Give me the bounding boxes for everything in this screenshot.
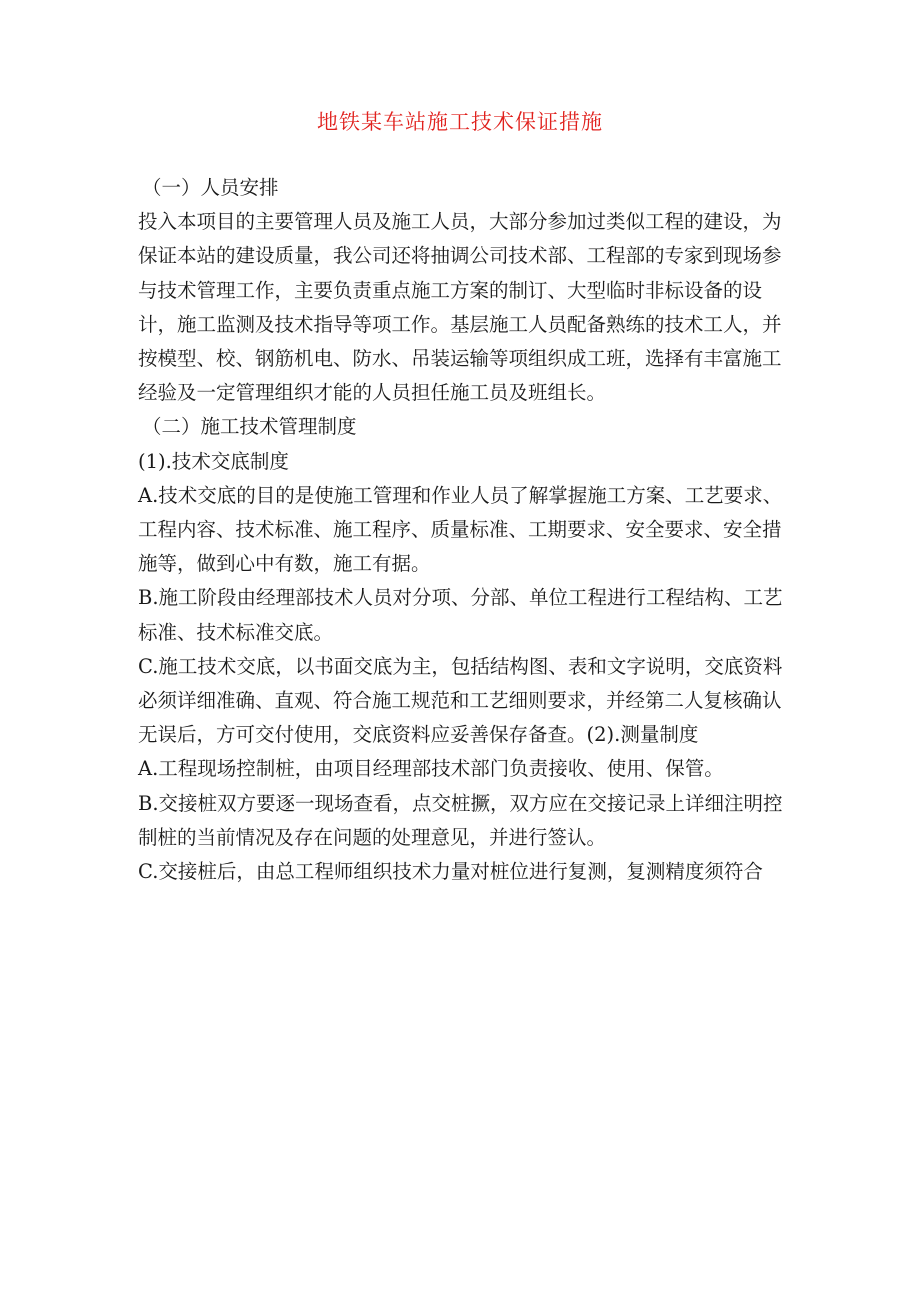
paragraph-briefing-a: A.技术交底的目的是使施工管理和作业人员了解掌握施工方案、工艺要求、工程内容、技术标准、施工程序、质量标准、工期要求、安全要求、安全措施等，做到心中有数，施工有据。 bbox=[138, 483, 783, 576]
paragraph-survey-c: C.交接桩后，由总工程师组织技术力量对桩位进行复测，复测精度须符合 bbox=[138, 860, 763, 884]
section-heading-personnel: （一）人员安排 bbox=[142, 176, 279, 199]
section-heading-management-system: （二）施工技术管理制度 bbox=[142, 415, 357, 439]
document-title: 地铁某车站施工技术保证措施 bbox=[317, 110, 603, 134]
paragraph-survey-b: B.交接桩双方要逐一现场查看，点交桩撅，双方应在交接记录上详细注明控制桩的当前情况及存在问题的处理意见，并进行签认。 bbox=[138, 791, 783, 849]
subheading-technical-briefing: (1).技术交底制度 bbox=[138, 449, 289, 473]
paragraph-survey-a: A.工程现场控制桩，由项目经理部技术部门负责接收、使用、保管。 bbox=[138, 757, 724, 781]
paragraph-briefing-c: C.施工技术交底，以书面交底为主，包括结构图、表和文字说明，交底资料必须详细准确、直观、符合施工规范和工艺细则要求，并经第二人复核确认无误后，方可交付使用，交底资料应妥善保存备查。(2).测量制度 bbox=[138, 654, 783, 747]
paragraph-personnel: 投入本项目的主要管理人员及施工人员，大部分参加过类似工程的建设，为保证本站的建设质量，我公司还将抽调公司技术部、工程部的专家到现场参与技术管理工作，主要负责重点施工方案的制订、大型临时非标设备的设计，施工监测及技术指导等项工作。基层施工人员配备熟练的技术工人，并按模型、校、钢筋机电、防水、吊装运输等项组织成工班，选择有丰富施工经验及一定管理组织才能的人员担任施工员及班组长。 bbox=[138, 210, 782, 405]
document-body bbox=[138, 171, 798, 889]
paragraph-briefing-b: B.施工阶段由经理部技术人员对分项、分部、单位工程进行工程结构、工艺标准、技术标准交底。 bbox=[138, 586, 783, 644]
